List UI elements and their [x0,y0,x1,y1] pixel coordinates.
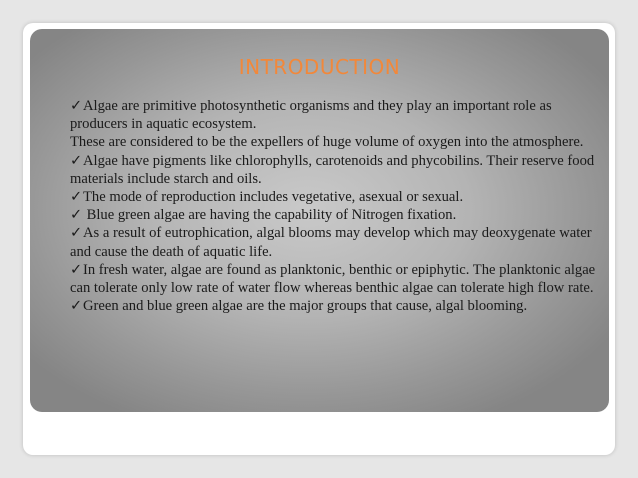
paragraph-3-text: Algae have pigments like chlorophylls, carotenoids and phycobilins. Their reserve food materials include starch and oils. [70,152,595,187]
paragraph-1-text: Algae are primitive photosynthetic organisms and they play an important role as producers in aquatic ecosystem. [70,98,552,133]
paragraph-8-text: Green and blue green algae are the major groups that cause, algal blooming. [83,298,528,315]
slide [23,23,615,455]
checkmark-icon: ✓ [70,98,83,114]
paragraph-2-text: These are considered to be the expellers of huge volume of oxygen into the atmosphere. [70,134,584,151]
paragraph-4-text: The mode of reproduction includes vegetative, asexual or sexual. [83,189,464,206]
paragraph-7 [70,261,606,297]
bullet-list [70,97,606,315]
content-panel [30,29,609,412]
checkmark-icon: ✓ [70,298,83,315]
checkmark-icon: ✓ [70,207,83,224]
paragraph-2 [70,133,606,151]
checkmark-icon: ✓ [70,152,83,169]
paragraph-5-text: Blue green algae are having the capability of Nitrogen fixation. [83,207,457,224]
paragraph-5 [70,206,606,224]
checkmark-icon: ✓ [70,261,83,278]
paragraph-8 [70,297,606,315]
paragraph-4 [70,188,606,206]
paragraph-3 [70,152,606,188]
paragraph-6-text: As a result of eutrophication, algal blooms may develop which may deoxygenate water and cause the death of aquatic life. [70,225,592,260]
checkmark-icon: ✓ [70,225,83,242]
paragraph-6 [70,224,606,260]
paragraph-7-text: In fresh water, algae are found as planktonic, benthic or epiphytic. The planktonic algae can tolerate only low rate of water flow whereas benthic algae can tolerate high flow rate. [70,261,596,297]
paragraph-1 [70,97,606,133]
slide-title: INTRODUCTION [238,55,401,79]
checkmark-icon: ✓ [70,189,83,206]
